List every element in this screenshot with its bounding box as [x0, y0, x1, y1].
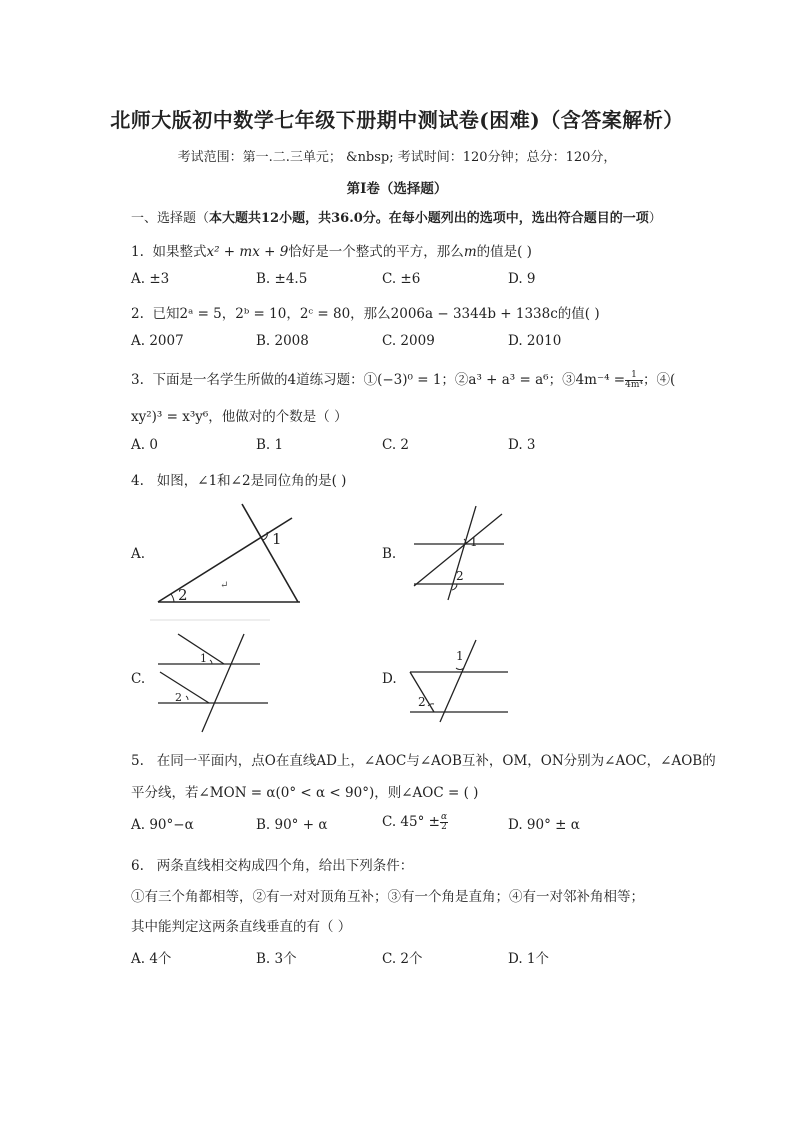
q4-figure-c — [152, 630, 272, 736]
q4-figure-b — [402, 496, 514, 608]
question-5-line-1: 5. 在同一平面内，点O在直线AD上，∠AOC与∠AOB互补，OM，ON分别为∠AOC，∠AOB的 — [131, 753, 716, 769]
q3-option-c: C. 2 — [382, 437, 410, 453]
question-5-line-2: 平分线，若∠MON = α(0° < α < 90°)，则∠AOC = ( ) — [131, 785, 479, 801]
question-2: 2. 已知2ᵃ = 5，2ᵇ = 10，2ᶜ = 80，那么2006a − 3344b + 1338c的值( ) — [131, 306, 600, 322]
question-1: 1. 如果整式x² + mx + 9恰好是一个整式的平方，那么m的值是( ) — [131, 244, 532, 260]
part-title: 第I卷（选择题） — [346, 181, 448, 197]
angle-2-label: 2 — [178, 586, 188, 604]
angle-2-label: 2 — [456, 569, 464, 583]
q3-option-b: B. 1 — [256, 437, 284, 453]
question-6-line-2: ①有三个角都相等，②有一对对顶角互补；③有一个角是直角；④有一对邻补角相等； — [131, 889, 644, 905]
q5-option-c: C. 45° ± $\frac{\alpha}{2}$ — [382, 812, 448, 832]
q1-option-a: A. ±3 — [131, 271, 170, 287]
q4-figure-a — [150, 500, 300, 625]
question-4: 4. 如图，∠1和∠2是同位角的是( ) — [131, 473, 347, 489]
q4-option-a-label: A. — [131, 546, 146, 562]
angle-1-label: 1 — [272, 530, 282, 548]
return-mark: ↵ — [220, 580, 229, 591]
q4-option-c-label: C. — [131, 671, 146, 687]
q4-option-d-label: D. — [382, 671, 397, 687]
q2-option-a: A. 2007 — [131, 333, 184, 349]
q2-option-b: B. 2008 — [256, 333, 309, 349]
q4-option-b-label: B. — [382, 546, 397, 562]
page-title: 北师大版初中数学七年级下册期中测试卷(困难)（含答案解析） — [110, 108, 684, 132]
q6-option-c: C. 2个 — [382, 951, 423, 967]
question-3-line-2: xy²)³ = x³y⁶，他做对的个数是（ ） — [131, 409, 348, 425]
section-heading: 一、选择题（本大题共12小题，共36.0分。在每小题列出的选项中，选出符合题目的一项） — [131, 211, 662, 226]
q3-option-d: D. 3 — [508, 437, 536, 453]
q3-option-a: A. 0 — [131, 437, 158, 453]
q5-option-b: B. 90° + α — [256, 817, 328, 833]
q6-option-a: A. 4个 — [131, 951, 172, 967]
q2-option-c: C. 2009 — [382, 333, 435, 349]
angle-2-label: 2 — [175, 691, 182, 704]
q1-option-b: B. ±4.5 — [256, 271, 308, 287]
fraction: $\frac{1}{\text{4m⁴}}$ — [625, 370, 643, 390]
q5-option-a: A. 90°−α — [131, 817, 194, 833]
q1-option-d: D. 9 — [508, 271, 536, 287]
angle-1-label: 1 — [200, 652, 207, 665]
q2-option-d: D. 2010 — [508, 333, 562, 349]
angle-2-label: 2 — [418, 695, 426, 709]
question-6-line-3: 其中能判定这两条直线垂直的有（ ） — [131, 919, 352, 935]
angle-1-label: 1 — [470, 535, 478, 549]
exam-info: 考试范围：第一.二.三单元； &nbsp; 考试时间：120分钟；总分：120分， — [177, 150, 617, 165]
q6-option-d: D. 1个 — [508, 951, 550, 967]
q1-option-c: C. ±6 — [382, 271, 421, 287]
angle-1-label: 1 — [456, 649, 464, 663]
q5-option-d: D. 90° ± α — [508, 817, 580, 833]
q6-option-b: B. 3个 — [256, 951, 297, 967]
question-6-line-1: 6. 两条直线相交构成四个角，给出下列条件： — [131, 858, 414, 874]
q4-figure-d — [404, 638, 514, 724]
question-3-line-1: 3. 下面是一名学生所做的4道练习题：①(−3)⁰ = 1；②a³ + a³ = a⁶；③4m⁻⁴ = $\frac{1}{\text{4m⁴}}$ ；④( — [131, 370, 676, 390]
